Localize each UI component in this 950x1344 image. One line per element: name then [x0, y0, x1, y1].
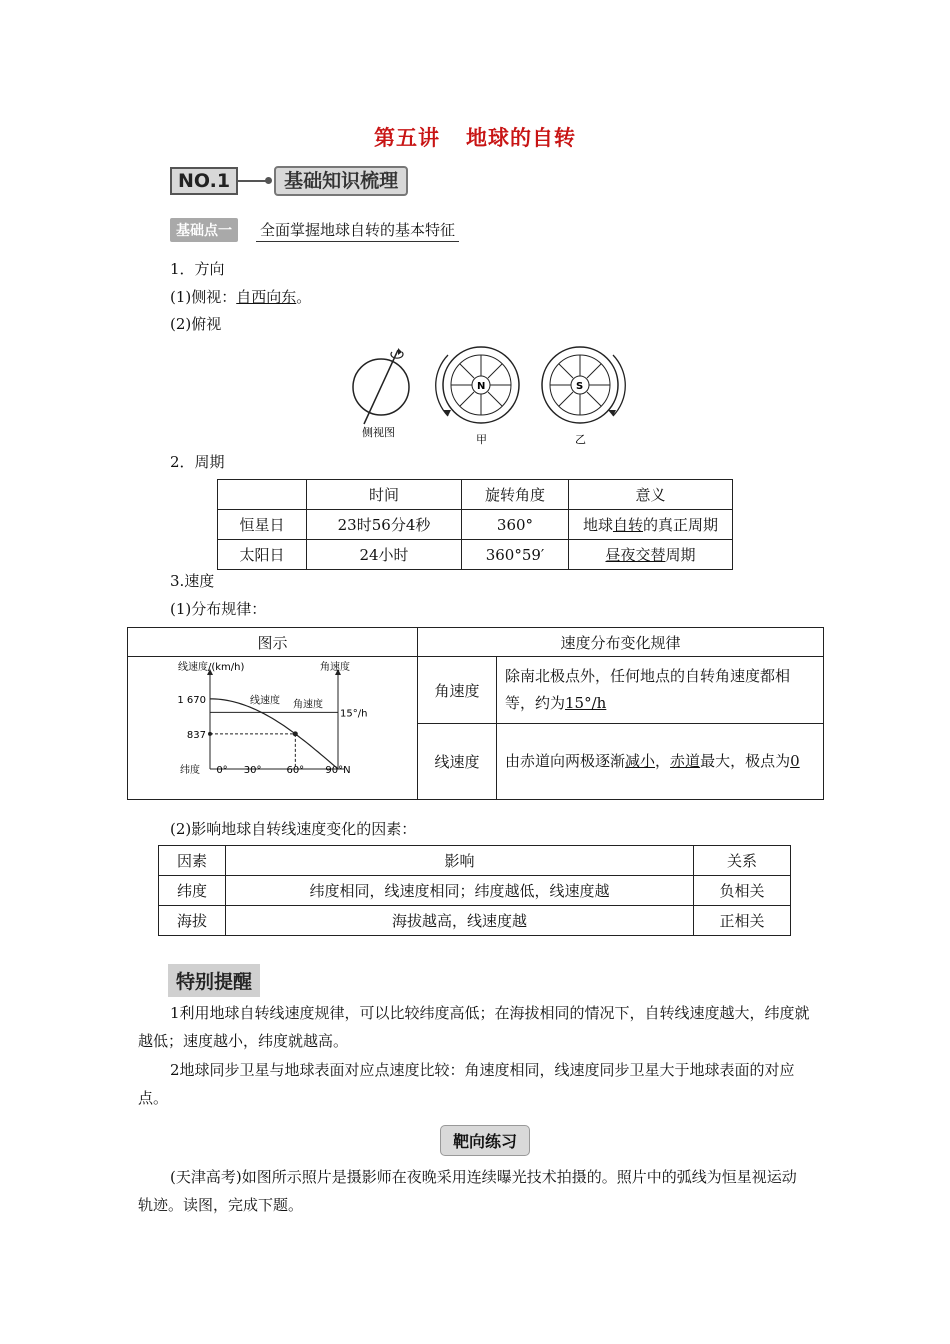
factors-header-cell: 关系 — [694, 846, 791, 876]
table-row — [128, 657, 824, 724]
factors-header-cell: 影响 — [226, 846, 694, 876]
x-tick-label: 0° — [216, 765, 228, 776]
special-heading: 特别提醒 — [168, 964, 260, 997]
speed-table — [127, 627, 824, 800]
basic-point-header — [170, 218, 459, 242]
period-time: 24小时 — [307, 540, 462, 570]
speed-header-rule: 速度分布变化规律 — [418, 628, 824, 657]
meaning-pre: 地球 — [582, 516, 613, 534]
period-angle: 360° — [462, 510, 569, 540]
point-60 — [293, 731, 298, 736]
speed-header-fig: 图示 — [128, 628, 418, 657]
factor-effect: 海拔越高，线速度越 — [226, 906, 694, 936]
practice-text: (天津高考)如图所示照片是摄影师在夜晚采用连续曝光技术拍摄的。照片中的弧线为恒星视运动轨迹。读图，完成下题。 — [138, 1168, 797, 1214]
period-time: 23时56分4秒 — [307, 510, 462, 540]
practice-heading: 靶向练习 — [440, 1125, 530, 1156]
y-tick-label: 837 — [186, 729, 206, 741]
angular-series-label: 角速度 — [293, 699, 323, 711]
x-tick-label: 60° — [286, 765, 305, 776]
table-row — [218, 510, 733, 540]
direction-heading: 1．方向 — [170, 260, 225, 278]
period-header-cell: 旋转角度 — [462, 480, 569, 510]
meaning-post: 的真正周期 — [643, 516, 719, 534]
speed-header-row — [128, 628, 824, 657]
linear-text — [497, 724, 824, 800]
linear-u1: 减小 — [625, 752, 656, 770]
fig-yi-caption: 乙 — [575, 433, 586, 446]
y2-axis-label: 角速度 — [320, 662, 350, 673]
linear-u2: 赤道 — [670, 752, 701, 770]
side-view-line — [170, 286, 311, 307]
speed-chart — [130, 657, 415, 791]
period-header-cell — [218, 480, 307, 510]
top-view-line: (2)俯视 — [170, 315, 222, 333]
speed-chart-cell — [128, 657, 418, 800]
meaning-underlined: 自转 — [612, 516, 643, 534]
period-table — [217, 479, 733, 570]
y-tick-label: 1 670 — [177, 694, 206, 706]
title-part1: 第五讲 — [374, 126, 440, 150]
linear-u3: 0 — [790, 752, 800, 770]
rotation-figure — [340, 340, 640, 450]
angular-label: 角速度 — [418, 657, 497, 724]
connector-arrow — [238, 180, 268, 182]
factors-table — [158, 845, 791, 936]
angular-text — [497, 657, 824, 724]
period-name: 恒星日 — [218, 510, 307, 540]
period-header-cell: 意义 — [569, 480, 733, 510]
title-part2: 地球的自转 — [466, 126, 576, 150]
side-view-globe — [353, 348, 409, 424]
factor-relation: 正相关 — [694, 906, 791, 936]
south-label: S — [576, 381, 584, 392]
x-tick-label: 30° — [243, 765, 262, 776]
side-view-answer: 自西向东 — [236, 288, 297, 306]
speed-sub1: (1)分布规律： — [170, 600, 267, 618]
side-view-prefix: (1)侧视： — [170, 288, 237, 306]
x-tick-label: 90°N — [325, 765, 351, 776]
factor-effect: 纬度相同，线速度相同；纬度越低，线速度越 — [226, 876, 694, 906]
speed-heading: 3.速度 — [170, 572, 215, 590]
table-row — [218, 540, 733, 570]
period-angle: 360°59′ — [462, 540, 569, 570]
factors-header-row — [159, 846, 791, 876]
side-view-end: 。 — [296, 288, 312, 306]
special-paragraph-1: 1利用地球自转线速度规律，可以比较纬度高低；在海拔相同的情况下，自转线速度越大，纬度就越低；速度越小，纬度就越高。 — [138, 1004, 810, 1050]
fig-jia-caption: 甲 — [476, 433, 487, 446]
north-label: N — [477, 381, 486, 392]
angular-value: 15°/h — [565, 694, 607, 712]
section-header — [170, 166, 408, 196]
section-label: 基础知识梳理 — [274, 166, 408, 196]
y2-tick-label: 15°/h — [340, 708, 368, 720]
meaning-post: 周期 — [665, 546, 696, 564]
north-pole-view — [436, 347, 519, 423]
table-row — [159, 906, 791, 936]
factors-heading: (2)影响地球自转线速度变化的因素： — [170, 820, 417, 838]
table-row — [159, 876, 791, 906]
meaning-underlined: 昼夜交替 — [605, 546, 666, 564]
basic-point-subtitle: 全面掌握地球自转的基本特征 — [256, 219, 459, 242]
angular-text-pre: 除南北极点外，任何地点的自转角速度都相等，约为 — [505, 667, 791, 712]
period-heading: 2．周期 — [170, 453, 225, 471]
factor-relation: 负相关 — [694, 876, 791, 906]
linear-pre: 由赤道向两极逐渐 — [505, 752, 626, 770]
period-header-cell: 时间 — [307, 480, 462, 510]
y-axis-label: 线速度/(km/h) — [178, 662, 245, 673]
period-header-row — [218, 480, 733, 510]
basic-point-tag: 基础点一 — [170, 218, 238, 242]
period-meaning — [569, 540, 733, 570]
period-meaning — [569, 510, 733, 540]
factor-name: 纬度 — [159, 876, 226, 906]
factors-header-cell: 因素 — [159, 846, 226, 876]
point-837 — [208, 732, 212, 736]
south-pole-view — [542, 347, 625, 423]
side-view-caption: 侧视图 — [362, 426, 395, 439]
period-name: 太阳日 — [218, 540, 307, 570]
page-title — [0, 122, 950, 152]
linear-mid: ， — [655, 752, 671, 770]
linear-series-label: 线速度 — [250, 695, 280, 707]
factor-name: 海拔 — [159, 906, 226, 936]
special-paragraph-2: 2地球同步卫星与地球表面对应点速度比较：角速度相同，线速度同步卫星大于地球表面的对应点。 — [138, 1061, 795, 1107]
linear-label: 线速度 — [418, 724, 497, 800]
x-axis-label: 纬度 — [180, 765, 200, 776]
linear-post: 最大，极点为 — [700, 752, 791, 770]
section-number: NO.1 — [170, 167, 238, 195]
